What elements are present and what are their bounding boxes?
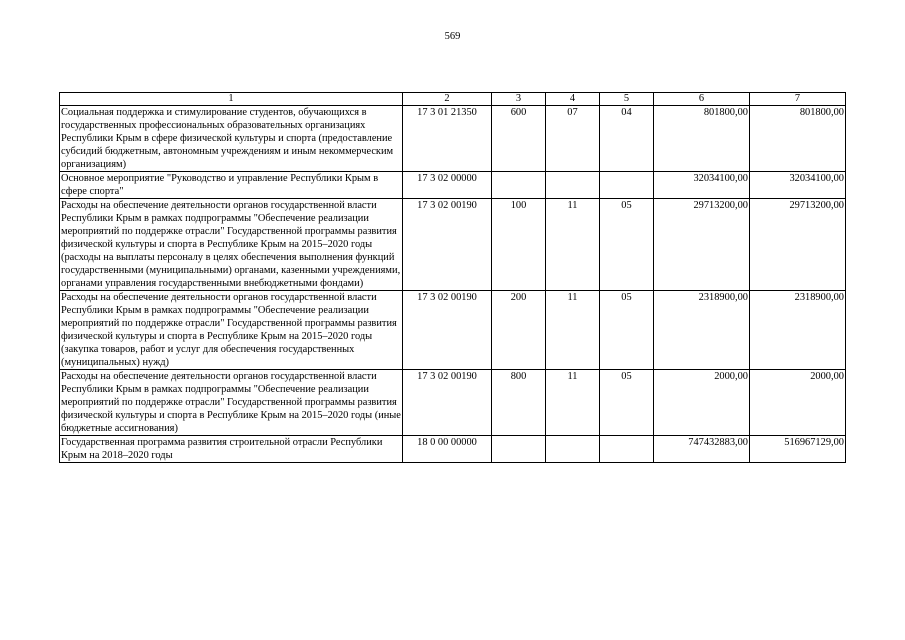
row-name: Государственная программа развития строительной отрасли Республики Крым на 2018–2020 годы (60, 436, 403, 463)
row-expense-type: 200 (492, 291, 546, 370)
table-row (60, 370, 846, 436)
column-header-6: 6 (654, 93, 750, 106)
page-number: 569 (444, 31, 461, 42)
row-code: 17 3 02 00190 (403, 291, 492, 370)
row-code: 17 3 01 21350 (403, 106, 492, 172)
column-header-7: 7 (750, 93, 846, 106)
row-amount-2: 29713200,00 (750, 199, 846, 291)
row-amount-2: 32034100,00 (750, 172, 846, 199)
row-amount-1: 2000,00 (654, 370, 750, 436)
table-row (60, 436, 846, 463)
row-expense-type (492, 172, 546, 199)
row-amount-2: 801800,00 (750, 106, 846, 172)
row-amount-2: 516967129,00 (750, 436, 846, 463)
row-name: Расходы на обеспечение деятельности органов государственной власти Республики Крым в рамках подпрограммы "Обеспечение реализации мероприятий по поддержке отрасли" Государственной программы развития физической культуры и спорта в Республике Крым на 2015–2020 годы (закупка товаров, работ и услуг для обеспечения государственных (муниципальных) нужд) (60, 291, 403, 370)
column-header-5: 5 (600, 93, 654, 106)
row-expense-type: 600 (492, 106, 546, 172)
row-subsection: 05 (600, 199, 654, 291)
row-section: 11 (546, 291, 600, 370)
column-header-2: 2 (403, 93, 492, 106)
row-expense-type: 800 (492, 370, 546, 436)
row-amount-1: 747432883,00 (654, 436, 750, 463)
table-row (60, 291, 846, 370)
row-expense-type (492, 436, 546, 463)
row-code: 17 3 02 00190 (403, 370, 492, 436)
row-amount-1: 801800,00 (654, 106, 750, 172)
row-amount-1: 2318900,00 (654, 291, 750, 370)
column-header-3: 3 (492, 93, 546, 106)
row-subsection: 05 (600, 370, 654, 436)
row-code: 17 3 02 00000 (403, 172, 492, 199)
row-section: 07 (546, 106, 600, 172)
header-row (60, 93, 846, 106)
column-header-1: 1 (60, 93, 403, 106)
row-subsection: 05 (600, 291, 654, 370)
row-expense-type: 100 (492, 199, 546, 291)
row-section: 11 (546, 199, 600, 291)
row-amount-2: 2318900,00 (750, 291, 846, 370)
table-row (60, 172, 846, 199)
table-row (60, 106, 846, 172)
row-amount-2: 2000,00 (750, 370, 846, 436)
row-subsection (600, 436, 654, 463)
row-section: 11 (546, 370, 600, 436)
column-header-4: 4 (546, 93, 600, 106)
row-name: Основное мероприятие "Руководство и управление Республики Крым в сфере спорта" (60, 172, 403, 199)
row-amount-1: 29713200,00 (654, 199, 750, 291)
row-subsection: 04 (600, 106, 654, 172)
row-amount-1: 32034100,00 (654, 172, 750, 199)
row-code: 18 0 00 00000 (403, 436, 492, 463)
row-name: Расходы на обеспечение деятельности органов государственной власти Республики Крым в рамках подпрограммы "Обеспечение реализации мероприятий по поддержке отрасли" Государственной программы развития физической культуры и спорта в Республике Крым на 2015–2020 годы (иные бюджетные ассигнования) (61, 371, 401, 434)
row-section (546, 436, 600, 463)
row-code: 17 3 02 00190 (403, 199, 492, 291)
row-name: Расходы на обеспечение деятельности органов государственной власти Республики Крым в рамках подпрограммы "Обеспечение реализации мероприятий по поддержке отрасли" Государственной программы развития физической культуры и спорта в Республике Крым на 2015–2020 годы (расходы на выплаты персоналу в целях обеспечения выполнения функций государственными (муниципальными) органами, казенными учреждениями, органами управления государственными внебюджетными фондами) (60, 199, 403, 291)
table-row (60, 199, 846, 291)
row-section (546, 172, 600, 199)
row-subsection (600, 172, 654, 199)
budget-table (59, 92, 846, 463)
row-name: Социальная поддержка и стимулирование студентов, обучающихся в государственных профессиональных образовательных организациях Республики Крым в сфере физической культуры и спорта (предоставление субсидий бюджетным, автономным учреждениям и иным некоммерческим организациям) (60, 106, 403, 172)
